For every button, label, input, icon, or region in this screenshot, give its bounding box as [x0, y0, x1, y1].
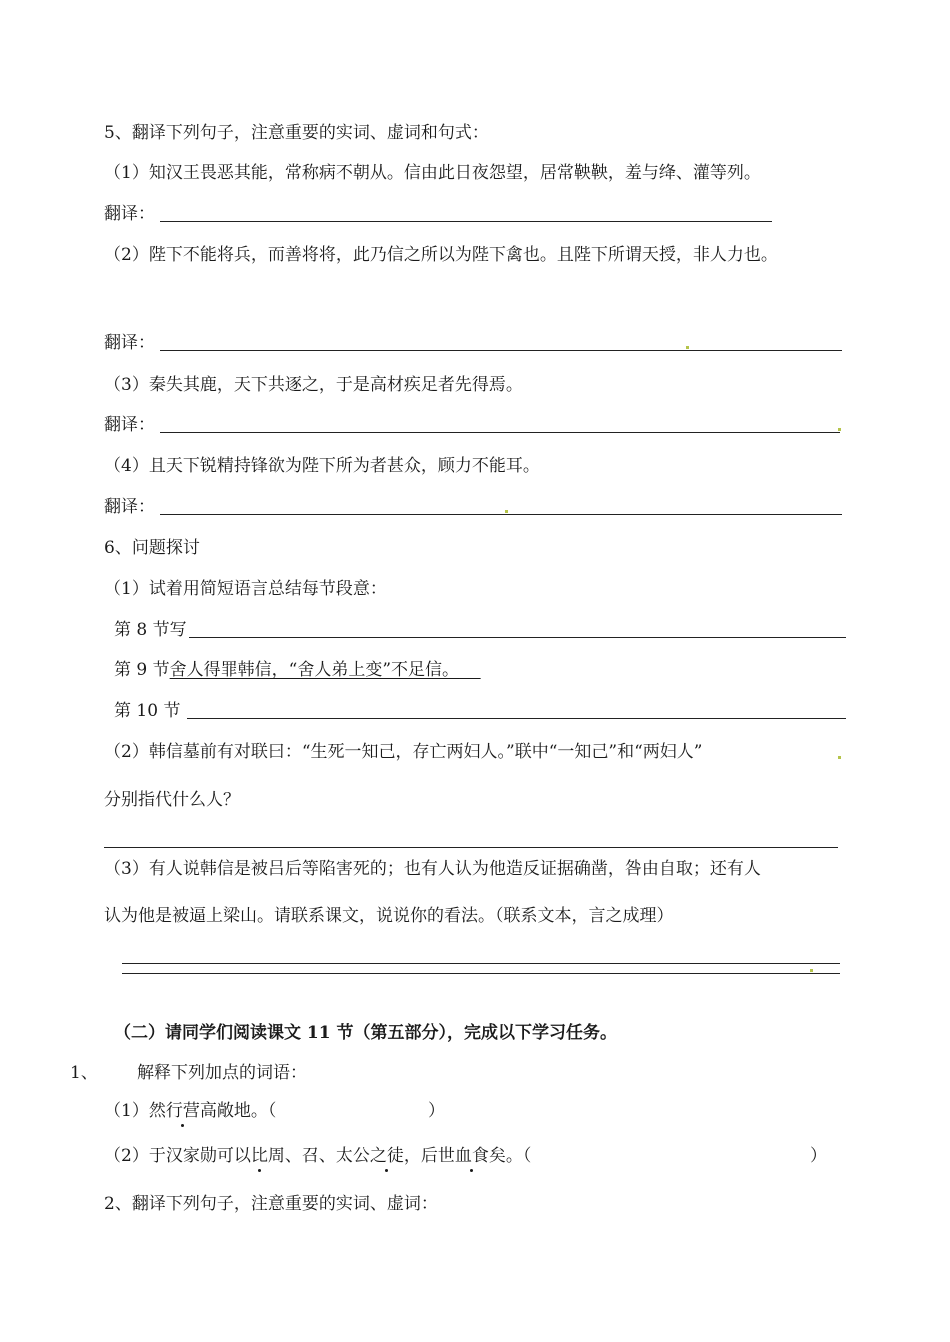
item-text: （2）于汉家勋可以 [104, 1146, 251, 1166]
item-text: 矣。（ [488, 1146, 532, 1166]
item-text: ，后世 [403, 1146, 455, 1166]
item-text: （1）然 [104, 1101, 166, 1121]
q6-section-9-answer: 舍人得罪韩信，“舍人弟上变”不足信。 [169, 660, 460, 680]
speck-mark [686, 346, 689, 349]
q6-section-9 [114, 659, 481, 681]
part2-q1-number: 1、 [70, 1063, 98, 1083]
dotted-word: 行营 [165, 1101, 200, 1121]
speck-mark [838, 428, 841, 431]
item-text: 高敞地。（ [199, 1101, 277, 1121]
answer-line[interactable] [160, 514, 842, 515]
q5-translate-label-3: 翻译： [104, 415, 155, 435]
answer-blank [459, 660, 481, 680]
speck-mark [838, 756, 841, 759]
part2-q1-title: 解释下列加点的词语： [137, 1063, 307, 1083]
q5-sentence-2: （2）陛下不能将兵，而善将将，此乃信之所以为陛下禽也。且陛下所谓天授，非人力也。 [104, 245, 778, 265]
q5-title: 5、翻译下列句子，注意重要的实词、虚词和句式： [104, 123, 489, 143]
answer-line[interactable] [187, 718, 846, 719]
q6-section-10: 第 10 节 [114, 701, 181, 721]
part2-q1-item-2 [104, 1145, 531, 1167]
q5-translate-label-2: 翻译： [104, 333, 155, 353]
item-text: 周、召、太公 [267, 1146, 370, 1166]
dotted-word: 比 [250, 1146, 268, 1166]
dotted-word: 之徒 [369, 1146, 404, 1166]
speck-mark [810, 969, 813, 972]
answer-blank-close[interactable]: ） [428, 1101, 445, 1121]
answer-line[interactable] [122, 973, 840, 974]
q6-part-2-line-1: （2）韩信墓前有对联曰：“生死一知己，存亡两妇人。”联中“一知己”和“两妇人” [104, 742, 703, 762]
answer-line[interactable] [160, 432, 840, 433]
q6-part-3-line-2: 认为他是被逼上梁山。请联系课文，说说你的看法。（联系文本，言之成理） [104, 906, 674, 926]
part2-q2: 2、翻译下列句子，注意重要的实词、虚词： [104, 1194, 438, 1214]
q6-part-3-line-1: （3）有人说韩信是被吕后等陷害死的；也有人认为他造反证据确凿，咎由自取；还有人 [104, 859, 761, 879]
q5-translate-label-4: 翻译： [104, 497, 155, 517]
dotted-word: 血食 [454, 1146, 489, 1166]
answer-line[interactable] [104, 847, 838, 848]
answer-blank-close[interactable]: ） [810, 1146, 827, 1166]
answer-line[interactable] [189, 637, 846, 638]
answer-line[interactable] [122, 963, 840, 964]
q6-section-9-label: 第 9 节 [114, 660, 170, 680]
q6-section-8: 第 8 节写 [114, 620, 187, 640]
q6-part-1: （1）试着用简短语言总结每节段意： [104, 579, 387, 599]
q5-sentence-3: （3）秦失其鹿，天下共逐之，于是高材疾足者先得焉。 [104, 375, 523, 395]
answer-line[interactable] [160, 221, 772, 222]
speck-mark [505, 510, 508, 513]
q6-title: 6、问题探讨 [104, 538, 200, 558]
q6-part-2-line-2: 分别指代什么人？ [104, 790, 240, 810]
q5-translate-label-1: 翻译： [104, 204, 155, 224]
answer-line[interactable] [160, 350, 842, 351]
part2-heading: （二）请同学们阅读课文 11 节（第五部分），完成以下学习任务。 [114, 1023, 617, 1043]
q5-sentence-1: （1）知汉王畏恶其能，常称病不朝从。信由此日夜怨望，居常鞅鞅，羞与绛、灌等列。 [104, 163, 761, 183]
part2-q1-item-1 [104, 1100, 276, 1122]
q5-sentence-4: （4）且天下锐精持锋欲为陛下所为者甚众，顾力不能耳。 [104, 456, 540, 476]
